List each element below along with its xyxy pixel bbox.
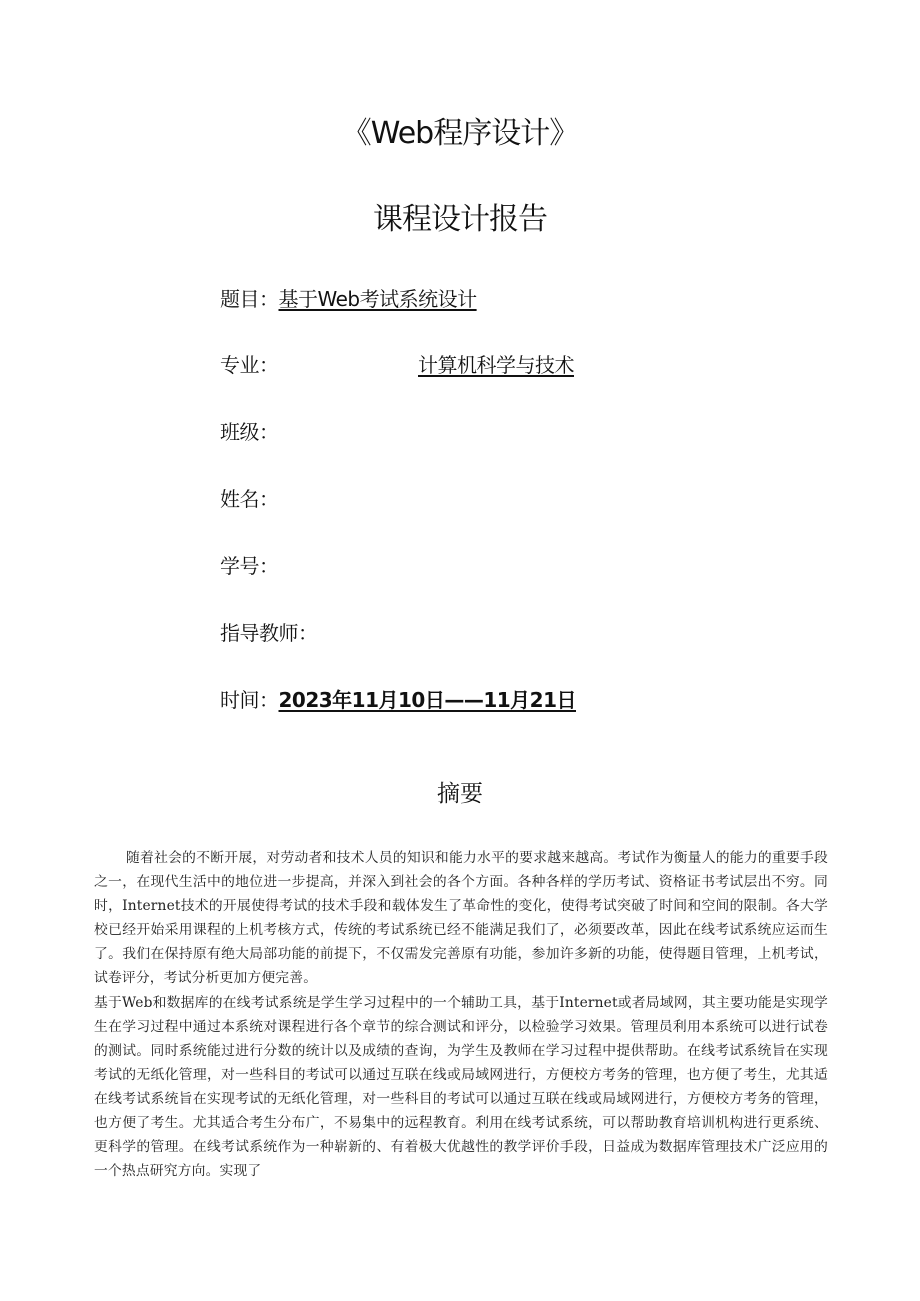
topic-label: 题目： <box>220 287 279 311</box>
abstract-paragraph-2: 基于Web和数据库的在线考试系统是学生学习过程中的一个辅助工具，基于Internet或者局域网，其主要功能是实现学生在学习过程中通过本系统对课程进行各个章节的综合测试和评分，以检验学习效果。管理员利用本系统可以进行试卷的测试。同时系统能过进行分数的统计以及成绩的查询，为学生及教师在学习过程中提供帮助。在线考试系统旨在实现考试的无纸化管理，对一些科目的考试可以通过互联在线或局域网进行，方便校方考务的管理，也方便了考生，尤其适在线考试系统旨在实现考试的无纸化管理，对一些科目的考试可以通过互联在线或局域网进行，方便校方考务的管理，也方便了考生。尤其适合考生分布广，不易集中的远程教育。利用在线考试系统，可以帮助教育培训机构进行更系统、更科学的管理。在线考试系统作为一种崭新的、有着极大优越性的教学评价手段，日益成为数据库管理技术广泛应用的一个热点研究方向。实现了 <box>94 994 828 1180</box>
name-label: 姓名： <box>220 487 279 511</box>
document-title: 《Web程序设计》 <box>341 116 579 151</box>
advisor-field <box>220 618 318 648</box>
topic-field <box>220 284 477 314</box>
name-field <box>220 484 279 514</box>
document-subtitle: 课程设计报告 <box>373 202 547 237</box>
topic-value: 基于Web考试系统设计 <box>278 287 477 311</box>
abstract-paragraph-1: 随着社会的不断开展，对劳动者和技术人员的知识和能力水平的要求越来越高。考试作为衡量人的能力的重要手段之一，在现代生活中的地位进一步提高，并深入到社会的各个方面。各种各样的学历考试、资格证书考试层出不穷。同时，Internet技术的开展使得考试的技术手段和载体发生了革命性的变化，使得考试突破了时间和空间的限制。各大学校已经开始采用课程的上机考核方式，传统的考试系统已经不能满足我们了，必须要改革，因此在线考试系统应运而生了。我们在保持原有绝大局部功能的前提下，不仅需发完善原有功能，参加许多新的功能，使得题目管理，上机考试，试卷评分，考试分析更加方便完善。 <box>94 850 828 987</box>
major-field <box>220 350 279 380</box>
student-id-field <box>220 551 279 581</box>
major-label: 专业： <box>220 353 279 377</box>
class-label: 班级： <box>220 420 279 444</box>
student-id-label: 学号： <box>220 554 279 578</box>
class-field <box>220 417 279 447</box>
time-value: 2023年11月10日——11月21日 <box>278 688 576 712</box>
abstract-body <box>94 846 828 1183</box>
major-value: 计算机科学与技术 <box>418 353 574 377</box>
abstract-heading: 摘要 <box>437 781 483 807</box>
time-label: 时间： <box>220 688 279 712</box>
advisor-label: 指导教师： <box>220 621 318 645</box>
time-field <box>220 685 576 715</box>
